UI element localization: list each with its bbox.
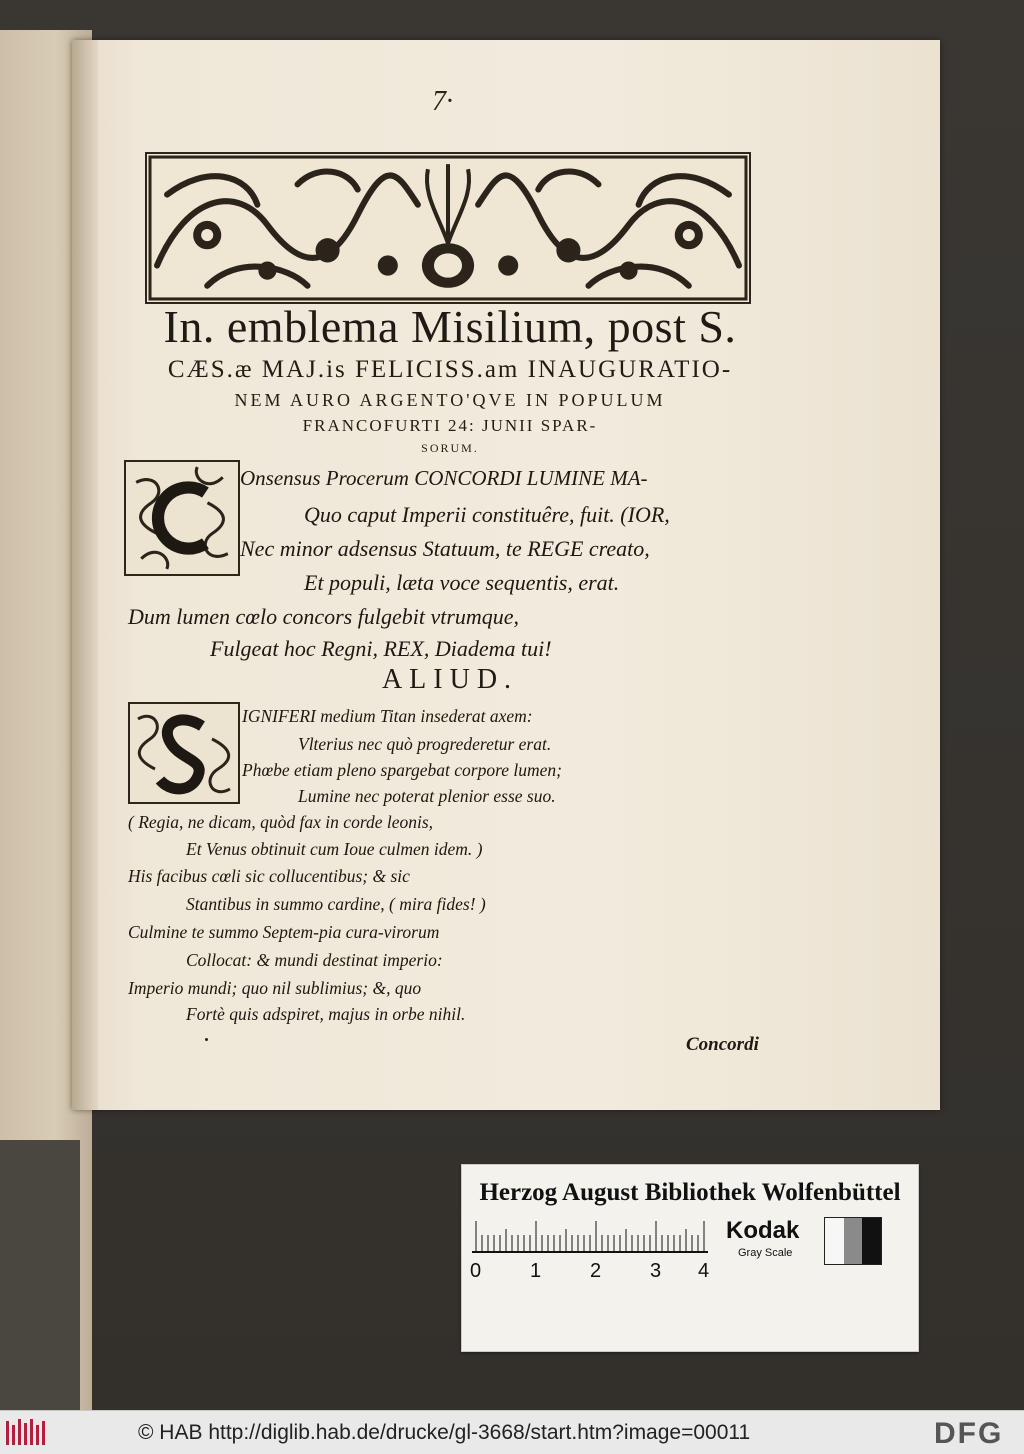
poem2-line-1: IGNIFERI medium Titan insederat axem: (242, 706, 533, 726)
poem2-line-12: Fortè quis adspiret, majus in orbe nihil. (186, 1004, 466, 1024)
initial-c-ornament-icon (126, 462, 238, 574)
ruler-ticks-icon (472, 1221, 708, 1251)
catchword: Concordi (686, 1034, 759, 1055)
gray-patch-black (862, 1218, 881, 1264)
decorated-initial-c (124, 460, 240, 576)
library-reference-card (461, 1164, 919, 1352)
library-name: Herzog August Bibliothek Wolfenbüttel (479, 1179, 901, 1206)
poem2-line-9: Culmine te summo Septem-pia cura-virorum (128, 922, 440, 942)
headpiece-ornament-icon (147, 154, 749, 302)
poem2-line-10: Collocat: & mundi destinat imperio: (186, 950, 443, 970)
gray-scale-label: Gray Scale (738, 1247, 793, 1259)
subtitle-line-1: CÆS.æ MAJ.is FELICISS.am INAUGURATIO- (167, 356, 733, 383)
dfg-logo: DFG (934, 1417, 1004, 1450)
ruler-label-2: 2 (590, 1260, 602, 1282)
poem2-line-5: ( Regia, ne dicam, quòd fax in corde leonis, (128, 812, 434, 832)
poem2-line-2: Vlterius nec quò progrederetur erat. (298, 734, 552, 754)
page-title: In. emblema Misilium, post S. (163, 301, 737, 352)
ruler-label-1: 1 (530, 1260, 542, 1282)
stray-mark (205, 1038, 208, 1041)
hab-barcode-icon (6, 1419, 46, 1447)
poem1-line-5: Dum lumen cœlo concors fulgebit vtrumque, (128, 604, 520, 629)
poem1-line-2: Quo caput Imperii constituêre, fuit. (IOR, (304, 502, 670, 527)
gray-patch-white (825, 1218, 844, 1264)
decorated-initial-s (128, 702, 240, 804)
poem2-line-4: Lumine nec poterat plenior esse suo. (298, 786, 556, 806)
ruler-label-0: 0 (470, 1260, 482, 1282)
initial-s-ornament-icon (130, 704, 238, 802)
gray-scale-patches (824, 1217, 882, 1265)
ruler-label-3: 3 (650, 1260, 662, 1282)
poem2-line-7: His facibus cœli sic collucentibus; & sic (128, 866, 410, 886)
section-heading-aliud: ALIUD. (381, 664, 519, 695)
kodak-logo: Kodak (726, 1217, 800, 1244)
ruler (472, 1221, 708, 1253)
poem2-line-6: Et Venus obtinuit cum Ioue culmen idem. ) (186, 839, 483, 859)
copyright-link[interactable]: © HAB http://diglib.hab.de/drucke/gl-3668/start.htm?image=00011 (138, 1421, 751, 1444)
subtitle-line-4: SORUM. (421, 441, 479, 455)
footer-bar (0, 1410, 1024, 1454)
previous-page-shadow (0, 1140, 80, 1410)
subtitle-line-3: FRANCOFURTI 24: JUNII SPAR- (302, 416, 598, 435)
poem1-line-1: Onsensus Procerum CONCORDI LUMINE MA- (240, 466, 648, 490)
poem1-line-6: Fulgeat hoc Regni, REX, Diadema tui! (210, 636, 552, 661)
ruler-label-4: 4 (698, 1260, 710, 1282)
poem2-line-8: Stantibus in summo cardine, ( mira fides! ) (186, 894, 486, 914)
gray-patch-mid (844, 1218, 863, 1264)
poem2-line-11: Imperio mundi; quo nil sublimius; &, quo (128, 978, 422, 998)
page-number: 7· (432, 86, 453, 117)
page-gutter (72, 40, 98, 1110)
poem2-line-3: Phœbe etiam pleno spargebat corpore lumen; (242, 760, 562, 780)
poem1-line-4: Et populi, læta voce sequentis, erat. (304, 570, 620, 595)
ornamental-headpiece (145, 152, 751, 304)
subtitle-line-2: NEM AURO ARGENTO'QVE IN POPULUM (234, 390, 666, 410)
poem1-line-3: Nec minor adsensus Statuum, te REGE creato, (240, 536, 650, 561)
